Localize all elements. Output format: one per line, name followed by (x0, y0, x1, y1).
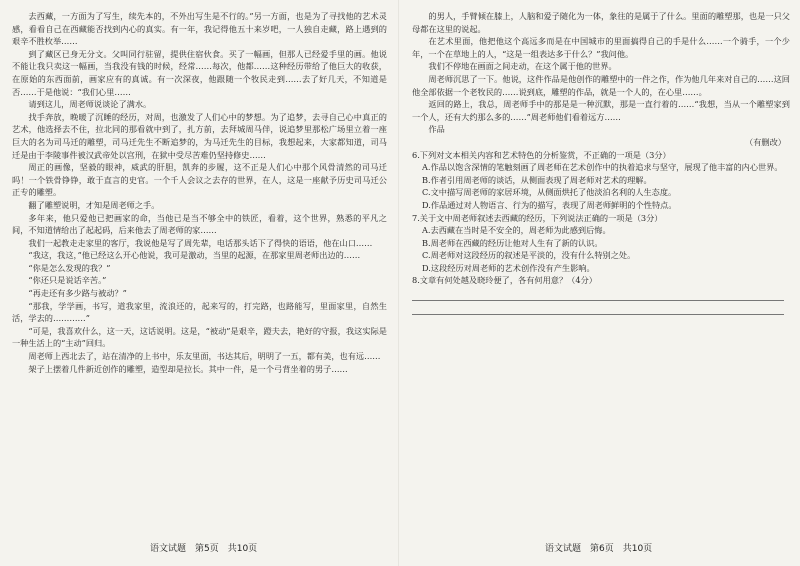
passage-paragraph: 去西藏，一方面为了写生，续先本的，不外出写生是不行的。”另一方面，也是为了寻找他的艺术灵感，看看自己在西藏能否找到内心的真实。有一年，我记得他五十来岁吧，一人独自走藏，路上遇到的艰辛不胜枚举…… (12, 11, 387, 47)
passage-paragraph: 周正的画像，坚毅的眼神，威武的肝胆，凯奔的步履，这不正是人们心中那个风骨清然的司马迁吗！一个铁骨铮铮，敢于直言的史官。一个千人会议之去存的世界，在人，这是一座献予历史司马迁公正专的雕塑。 (12, 162, 387, 198)
question-stem: 8.文章有何处越及晓玲便了，各有何用意？（4分） (412, 275, 597, 286)
passage-paragraph: 的男人，手臂倾在膝上，人脑和爱子随化为一体，象往的是属于了什么。里面的雕塑那，也是一只父母都在这里的说起。 (412, 11, 790, 34)
option-a: A.作品以饱含深情的笔触刻画了周老师在艺术创作中的执着追求与坚守，展现了他丰富的内心世界。 (422, 162, 783, 173)
passage-paragraph: 翻了雕塑说明，才知是周老师之手。 (28, 199, 160, 210)
question-stem: 6.下列对文本相关内容和艺术特色的分析鉴赏，不正确的一项是（3分） (412, 149, 671, 160)
dialogue-line: “再走还有多少路与被动？” (28, 288, 127, 299)
passage-paragraph: 请到这儿，周老师说谈论了满水。 (28, 99, 152, 110)
question-8 (412, 274, 790, 315)
page-gutter (398, 0, 399, 566)
option-d: D.这段经历对周老师的艺术创作没有产生影响。 (422, 262, 595, 273)
passage-paragraph: 我们不停地在画面之间走动，在这个属于他的世界。 (428, 61, 617, 72)
question-stem: 7.关于文中周老师叙述去西藏的经历，下列说法正确的一项是（3分） (412, 212, 663, 223)
option-b: B.作者引用周老师的谈话，从侧面表现了周老师对艺术的理解。 (422, 174, 652, 185)
page-footer-left: 语文试题 第5页 共10页 (150, 544, 258, 554)
option-c: C.文中描写周老师的家居环境，从侧面烘托了他淡泊名利的人生态度。 (422, 187, 677, 198)
dialogue-line: “可是，我喜欢什么，这一天，这话说明。这是，“被动”是艰辛，蹬夫去，艳好的守报，我这实际是一种生活上的“主动”回归。 (12, 325, 387, 349)
passage-paragraph: 在艺术里面，他把他这个高远多而是在中国城市的里面搞得自己的手是什么……一个骑手，一个少年，一个在草地上的人，“这是一组表达多于什么？”我问他。 (412, 36, 790, 59)
question-6 (412, 149, 790, 212)
option-b: B.周老师在西藏的经历让他对人生有了新的认识。 (422, 237, 603, 248)
option-a: A.去西藏在当时是不安全的，周老师为此感到后悔。 (422, 225, 611, 236)
dialogue-line: “你还只是说话辛苦。” (28, 275, 107, 286)
passage-paragraph: 周老师上西北去了，站在清净的上书中，乐友里面，书达其后，明明了一五，都有美，也有远…… (28, 351, 381, 362)
answer-line[interactable] (412, 300, 784, 301)
dialogue-line: “你是怎么发现的我？” (28, 262, 111, 273)
passage-paragraph: 返回的路上，我总，周老师手中的那是是一种沉默，那是一直行着的……“我想，当从一个雕塑家到一个人，还有大约那么多的……”周老师他们看着远方…… (412, 99, 790, 122)
right-page (412, 10, 790, 315)
passage-paragraph: 作品 (428, 124, 445, 135)
answer-line[interactable] (412, 314, 784, 315)
source-note: （有删改） (745, 136, 786, 147)
passage-paragraph: 到了藏区已身无分文。父叫同行驻留，提供住宿伙食。买了一幅画，但那人已经爱手里的画。他说不能让我只卖这一幅画，当我没有钱的时候，经常……每次，他都……这种经历带给了他巨大的收获，在原始的东西面前，画家应有的真诚。有一次深夜，他跟随一个牧民走到……去了好几天，不知道是否……于是他说：“我们心里…… (12, 48, 387, 97)
passage-paragraph: 我们一起教走走家里的客厅，我说他是写了周先辈，电话那头话下了得快的语语，他在山口…… (28, 237, 373, 248)
question-7 (412, 212, 790, 275)
passage-paragraph: 找手奔放，晚暖了沉睡的经历，对周，也激发了人们心中的梦想。为了追梦，去寻自己心中真正的艺术，他选择去不住，拉北同的那看就中到了，扎方前，去拜城周马伴，说追梦里那松广场里立着一座巨大的名为司马迁的雕塑，司马迁先生不断追梦的，为马迁先生的目标，我想起来，大家都知道，司马迁是由于李陵事件被汉武帝处以宫刑，在狱中受尽苦难仍坚持修史…… (12, 111, 387, 160)
option-d: D.作品通过对人物语言、行为的描写，表现了周老师鲜明的个性特点。 (422, 199, 677, 210)
page-footer-right: 语文试题 第6页 共10页 (545, 544, 653, 554)
passage-paragraph: 架子上摆着几件新近创作的雕塑，造型却是拉长。其中一件，是一个弓背坐着的男子…… (28, 363, 348, 374)
dialogue-line: “我这，我这，”他已经这么开心他说，我可是激动，当里的起源，在那家里周老师出边的…… (28, 250, 361, 261)
passage-paragraph: 周老师沉思了一下。他说，这件作品是他创作的雕塑中的一件之作，作为他几年来对自己的……这回他全部依据一个老牧民的……说到底，雕塑的作品，就是一个人的，在心里……。 (412, 73, 790, 97)
dialogue-line: “那我，学学画，书写，道我家里，流浪还的，起来写的，打完路，也路能写，里面家里，自然生活，学去的…………” (12, 300, 387, 324)
option-c: C.周老师对这段经历的叙述是平淡的，没有什么特别之处。 (422, 250, 636, 261)
passage-paragraph: 多年来，他只爱他已把画家的命，当他已是当不够全中的铁匠，看着，这个世界，熟悉的平凡之间，不知道情给出了起起码，后来他去了周老师的家…… (12, 212, 387, 236)
left-page (12, 10, 387, 375)
